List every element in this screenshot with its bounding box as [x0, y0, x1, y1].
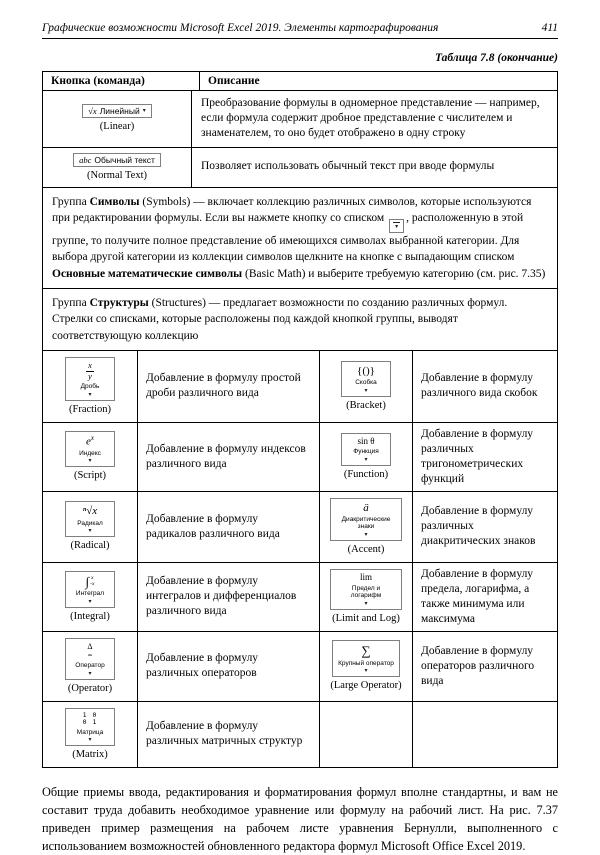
text-segment-bold: Структуры [89, 296, 149, 309]
col-header-command: Кнопка (команда) [43, 72, 200, 90]
command-cell-function [320, 423, 413, 491]
command-cell-radical [43, 492, 138, 562]
radical-icon: ⁿ√x [82, 505, 98, 518]
command-caption: (Function) [343, 468, 389, 480]
accent-button-label: Диакритические знаки [341, 515, 391, 531]
dropdown-arrow-icon: ▾ [88, 527, 92, 534]
command-cell-fraction [43, 351, 138, 422]
description-cell: Добавление в формулу различных диакритических знаков [421, 505, 536, 548]
matrix-button-label: Матрица [76, 728, 104, 736]
dropdown-arrow-icon: ▾ [88, 736, 92, 743]
command-caption: (Accent) [347, 543, 385, 555]
command-caption: (Operator) [67, 682, 113, 694]
running-title: Графические возможности Microsoft Excel 2019. Элементы картографирования [42, 22, 439, 34]
large-operator-icon: ∑ [361, 642, 371, 658]
command-caption: (Bracket) [346, 399, 386, 411]
limit-log-button-label: Предел и логарифм [350, 584, 382, 600]
dropdown-arrow-icon: ▾ [364, 600, 368, 607]
symbols-group-row [43, 187, 557, 288]
matrix-icon: 1 0 0 1 [82, 710, 98, 727]
text-segment: , расположенную в этой группе, то получите полное представление об имеющихся символах выбранной категории. Для выбора другой категории из коллекции символов щелкните на кнопке с выпадающим списком [52, 211, 524, 264]
empty-cell [320, 702, 413, 767]
structure-row-fraction-bracket [43, 350, 557, 422]
command-cell-matrix [43, 702, 138, 767]
description-cell: Добавление в формулу различных операторов [138, 632, 320, 701]
limit-log-icon: lim [359, 571, 372, 582]
command-caption: (Script) [73, 470, 107, 482]
fraction-icon: x y [88, 359, 92, 381]
structure-row-integral-limit [43, 562, 557, 631]
script-button-label: Индекс [79, 449, 101, 457]
table-row-linear [43, 90, 557, 147]
integral-icon: ∫ x -x [85, 573, 95, 589]
function-button-label: Функция [353, 448, 379, 456]
dropdown-arrow-icon: ▾ [395, 223, 399, 230]
function-icon: sin θ [357, 435, 375, 446]
table-header-row [43, 72, 557, 90]
operator-button-label: Оператор [75, 662, 105, 670]
linear-button [82, 104, 152, 118]
integral-limits: x -x [90, 574, 95, 588]
command-caption: (Matrix) [72, 748, 108, 760]
fraction-button-label: Дробь [80, 383, 100, 391]
empty-cell [413, 702, 557, 767]
normal-text-button-label: Обычный текст [94, 154, 155, 165]
dropdown-arrow-icon: ▾ [88, 670, 92, 677]
dropdown-arrow-icon: ▾ [364, 531, 368, 538]
description-cell: Позволяет использовать обычный текст при вводе формулы [201, 160, 495, 173]
linear-icon: √x [88, 106, 97, 117]
description-cell: Добавление в формулу различных тригонометрических функций [421, 427, 534, 485]
structure-row-radical-accent [43, 491, 557, 562]
bracket-button [341, 361, 391, 397]
command-caption: (Linear) [99, 121, 135, 133]
structure-row-operator-largeop [43, 631, 557, 701]
normal-text-icon: abc [79, 154, 92, 165]
symbols-gallery-more-button [389, 219, 404, 233]
dropdown-arrow-icon: ▾ [88, 391, 92, 398]
text-segment-bold: Символы [89, 195, 140, 208]
command-cell-linear [43, 91, 192, 147]
symbols-group-text [43, 188, 557, 288]
description-cell: Добавление в формулу различного вида скобок [421, 372, 538, 400]
description-cell: Преобразование формулы в одномерное представление — например, если формула содержит дробное представление с числителем и знаменателем, то оно будет отображено в одну строку [201, 97, 540, 140]
description-cell: Добавление в формулу индексов различного вида [138, 423, 320, 491]
bracket-button-label: Скобка [355, 379, 377, 387]
structure-row-script-function [43, 422, 557, 491]
integral-button [65, 571, 115, 608]
integral-button-label: Интеграл [75, 590, 105, 598]
command-caption: (Normal Text) [86, 169, 147, 181]
dropdown-arrow-icon: ▾ [88, 458, 92, 465]
command-caption: (Fraction) [69, 403, 111, 415]
radical-button-label: Радикал [77, 519, 103, 527]
command-cell-operator [43, 632, 138, 701]
dropdown-arrow-icon: ▾ [142, 108, 146, 115]
structures-group-row [43, 288, 557, 350]
command-cell-script [43, 423, 138, 491]
dropdown-arrow-icon: ▾ [88, 598, 92, 605]
description-cell: Добавление в формулу различных матричных структур [138, 702, 320, 767]
command-cell-limit-log [320, 563, 413, 631]
script-icon: $e^x$ [86, 434, 94, 448]
text-segment: (Basic Math) и выберите требуемую категорию (см. рис. 7.35) [242, 267, 546, 280]
limit-log-button [330, 569, 402, 610]
col-header-description: Описание [208, 75, 260, 87]
description-cell: Добавление в формулу операторов различного вида [421, 644, 535, 687]
table-caption: Таблица 7.8 (окончание) [435, 52, 558, 64]
text-segment: (Symbols) — включает коллекцию различных символов, которые используются при редактировании формулы. Если вы нажмете кнопку со списком [52, 195, 532, 224]
running-header [42, 22, 558, 39]
large-operator-button-label: Крупный оператор [338, 660, 394, 667]
text-segment: (Structures) — предлагает возможности по созданию различных формул. Стрелки со списками, которые расположены под каждой кнопкой группы, выводят соответствующую коллекцию [52, 296, 508, 342]
page-number: 411 [541, 22, 558, 34]
matrix-button [65, 708, 115, 746]
description-cell: Добавление в формулу предела, логарифма, а также минимума или максимума [421, 567, 534, 625]
text-segment-bold: Основные математические символы [52, 267, 243, 280]
accent-button [330, 498, 402, 541]
command-caption: (Limit and Log) [332, 612, 400, 624]
radical-button [65, 501, 115, 537]
command-cell-integral [43, 563, 138, 631]
command-caption: (Radical) [70, 539, 110, 551]
description-cell: Добавление в формулу радикалов различного вида [138, 492, 320, 562]
command-caption: (Integral) [70, 610, 110, 622]
command-cell-normal-text [43, 148, 192, 187]
structures-group-text [43, 289, 557, 350]
dropdown-arrow-icon: ▾ [364, 387, 368, 394]
large-operator-button [332, 640, 400, 678]
body-paragraph: Общие приемы ввода, редактирования и форматирования формул вполне стандартны, и вам не составит труда добавить необходимое уравнение или формулу на рабочий лист. На рис. 7.37 приведен пример размещения на рабочем листе уравнения Бернулли, выполненного с использованием возможностей обновленного редактора формул Microsoft Office Excel 2019. [42, 785, 558, 853]
script-button [65, 431, 115, 467]
command-cell-bracket [320, 351, 413, 422]
description-cell: Добавление в формулу интегралов и дифференциалов различного вида [138, 563, 320, 631]
structure-row-matrix [43, 701, 557, 767]
command-caption: (Large Operator) [330, 680, 402, 692]
accent-icon: ä [363, 501, 369, 514]
function-button [341, 433, 391, 466]
table-row-normal-text [43, 147, 557, 187]
dropdown-arrow-icon: ▾ [364, 456, 368, 463]
linear-button-label: Линейный [99, 106, 140, 117]
command-cell-accent [320, 492, 413, 562]
operator-button [65, 638, 115, 680]
commands-table [42, 71, 558, 768]
normal-text-button [73, 153, 161, 167]
description-cell: Добавление в формулу простой дроби различного вида [138, 351, 320, 422]
operator-icon: Δ = [87, 641, 93, 660]
text-segment: Группа [52, 296, 90, 309]
bracket-icon: {()} [357, 365, 375, 378]
gallery-bar-icon [393, 222, 400, 223]
fraction-button [65, 357, 115, 401]
command-cell-large-operator [320, 632, 413, 701]
dropdown-arrow-icon: ▾ [364, 668, 368, 675]
text-segment: Группа [52, 195, 90, 208]
